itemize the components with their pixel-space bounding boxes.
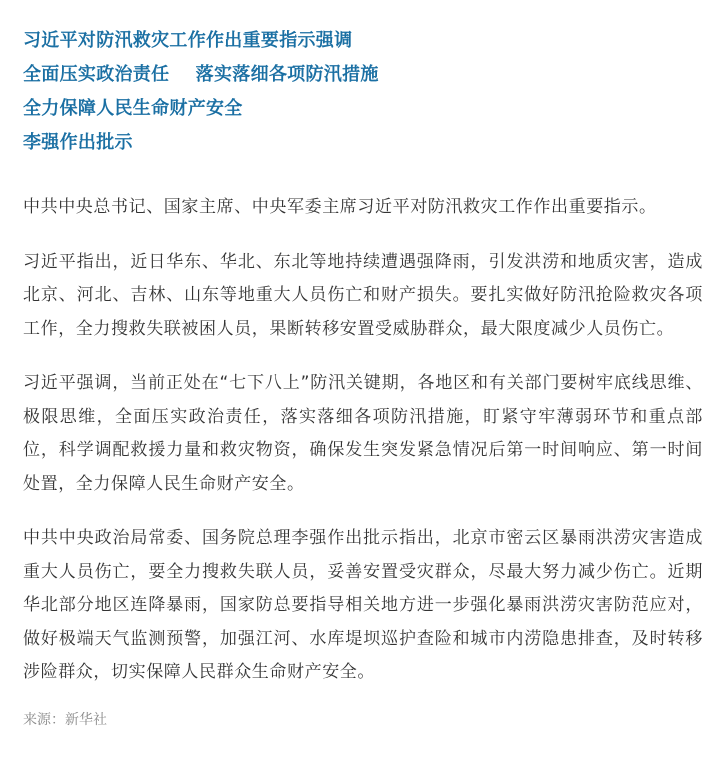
body-paragraph: 中共中央总书记、国家主席、中央军委主席习近平对防汛救灾工作作出重要指示。: [23, 197, 657, 217]
headline: [23, 24, 703, 160]
body-paragraph: 习近平强调，当前正处在“七下八上”防汛关键期，各地区和有关部门要树牢底线思维、极限思维，全面压实政治责任，落实落细各项防汛措施，盯紧守牢薄弱环节和重点部位，科学调配救援力量和救灾物资，确保发生突发紧急情况后第一时间响应、第一时间处置，全力保障人民生命财产安全。: [23, 373, 703, 494]
body-paragraph: 习近平指出，近日华东、华北、东北等地持续遭遇强降雨，引发洪涝和地质灾害，造成北京、河北、吉林、山东等地重大人员伤亡和财产损失。要扎实做好防汛抢险救灾各项工作，全力搜救失联被困人员，果断转移安置受威胁群众，最大限度减少人员伤亡。: [23, 251, 703, 339]
body-paragraph: 中共中央政治局常委、国务院总理李强作出批示指出，北京市密云区暴雨洪涝灾害造成重大人员伤亡，要全力搜救失联人员，妥善安置受灾群众，尽最大努力减少伤亡。近期华北部分地区连降暴雨，国家防总要指导相关地方进一步强化暴雨洪涝灾害防范应对，做好极端天气监测预警，加强江河、水库堤坝巡护查险和城市内涝隐患排查，及时转移涉险群众，切实保障人民群众生命财产安全。: [23, 528, 703, 682]
headline-line: 李强作出批示: [23, 132, 133, 153]
headline-line: 全力保障人民生命财产安全: [23, 98, 243, 119]
article: [23, 24, 703, 730]
headline-line: 习近平对防汛救灾工作作出重要指示强调: [23, 30, 353, 51]
source-credit: 来源：新华社: [23, 711, 107, 728]
headline-line: 全面压实政治责任 落实落细各项防汛措施: [23, 64, 379, 85]
